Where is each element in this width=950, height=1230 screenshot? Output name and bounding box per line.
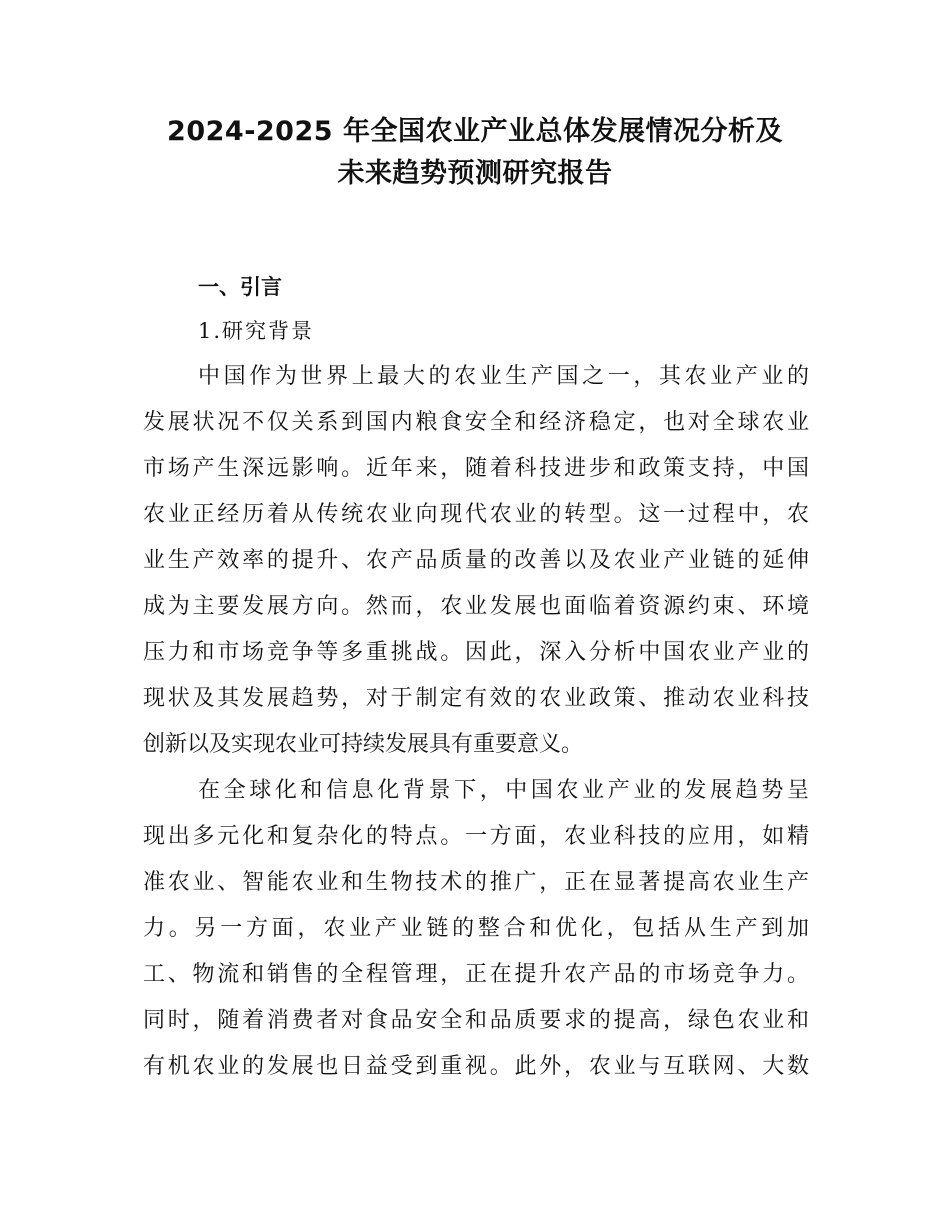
paragraph-1-line: 市场产生深远影响。近年来，随着科技进步和政策支持，中国 <box>143 456 809 481</box>
paragraph-1-line: 农业正经历着从传统农业向现代农业的转型。这一过程中，农 <box>143 502 809 527</box>
paragraph-1-line: 业生产效率的提升、农产品质量的改善以及农业产业链的延伸 <box>143 548 809 573</box>
paragraph-1-line: 创新以及实现农业可持续发展具有重要意义。 <box>143 732 584 757</box>
paragraph-1-line: 压力和市场竞争等多重挑战。因此，深入分析中国农业产业的 <box>143 640 809 665</box>
section-heading: 一、引言 <box>198 274 282 299</box>
paragraph-1-line: 成为主要发展方向。然而，农业发展也面临着资源约束、环境 <box>143 594 809 619</box>
document-title-line-2: 未来趋势预测研究报告 <box>337 158 613 189</box>
paragraph-2-line: 力。另一方面，农业产业链的整合和优化，包括从生产到加 <box>143 916 809 941</box>
paragraph-2-line: 准农业、智能农业和生物技术的推广，正在显著提高农业生产 <box>143 870 809 895</box>
paragraph-2-line: 工、物流和销售的全程管理，正在提升农产品的市场竞争力。 <box>143 962 809 987</box>
paragraph-1-line: 中国作为世界上最大的农业生产国之一，其农业产业的 <box>198 364 809 389</box>
paragraph-2-line: 现出多元化和复杂化的特点。一方面，农业科技的应用，如精 <box>143 824 809 849</box>
paragraph-2-line: 有机农业的发展也日益受到重视。此外，农业与互联网、大数 <box>143 1054 809 1079</box>
paragraph-2-line: 同时，随着消费者对食品安全和品质要求的提高，绿色农业和 <box>143 1008 809 1033</box>
paragraph-1-line: 现状及其发展趋势，对于制定有效的农业政策、推动农业科技 <box>143 686 809 711</box>
paragraph-1-line: 发展状况不仅关系到国内粮食安全和经济稳定，也对全球农业 <box>143 410 809 435</box>
paragraph-2-line: 在全球化和信息化背景下，中国农业产业的发展趋势呈 <box>198 778 809 803</box>
document-title-line-1: 2024-2025 年全国农业产业总体发展情况分析及 <box>167 116 783 147</box>
subsection-heading: 1.研究背景 <box>198 319 315 343</box>
